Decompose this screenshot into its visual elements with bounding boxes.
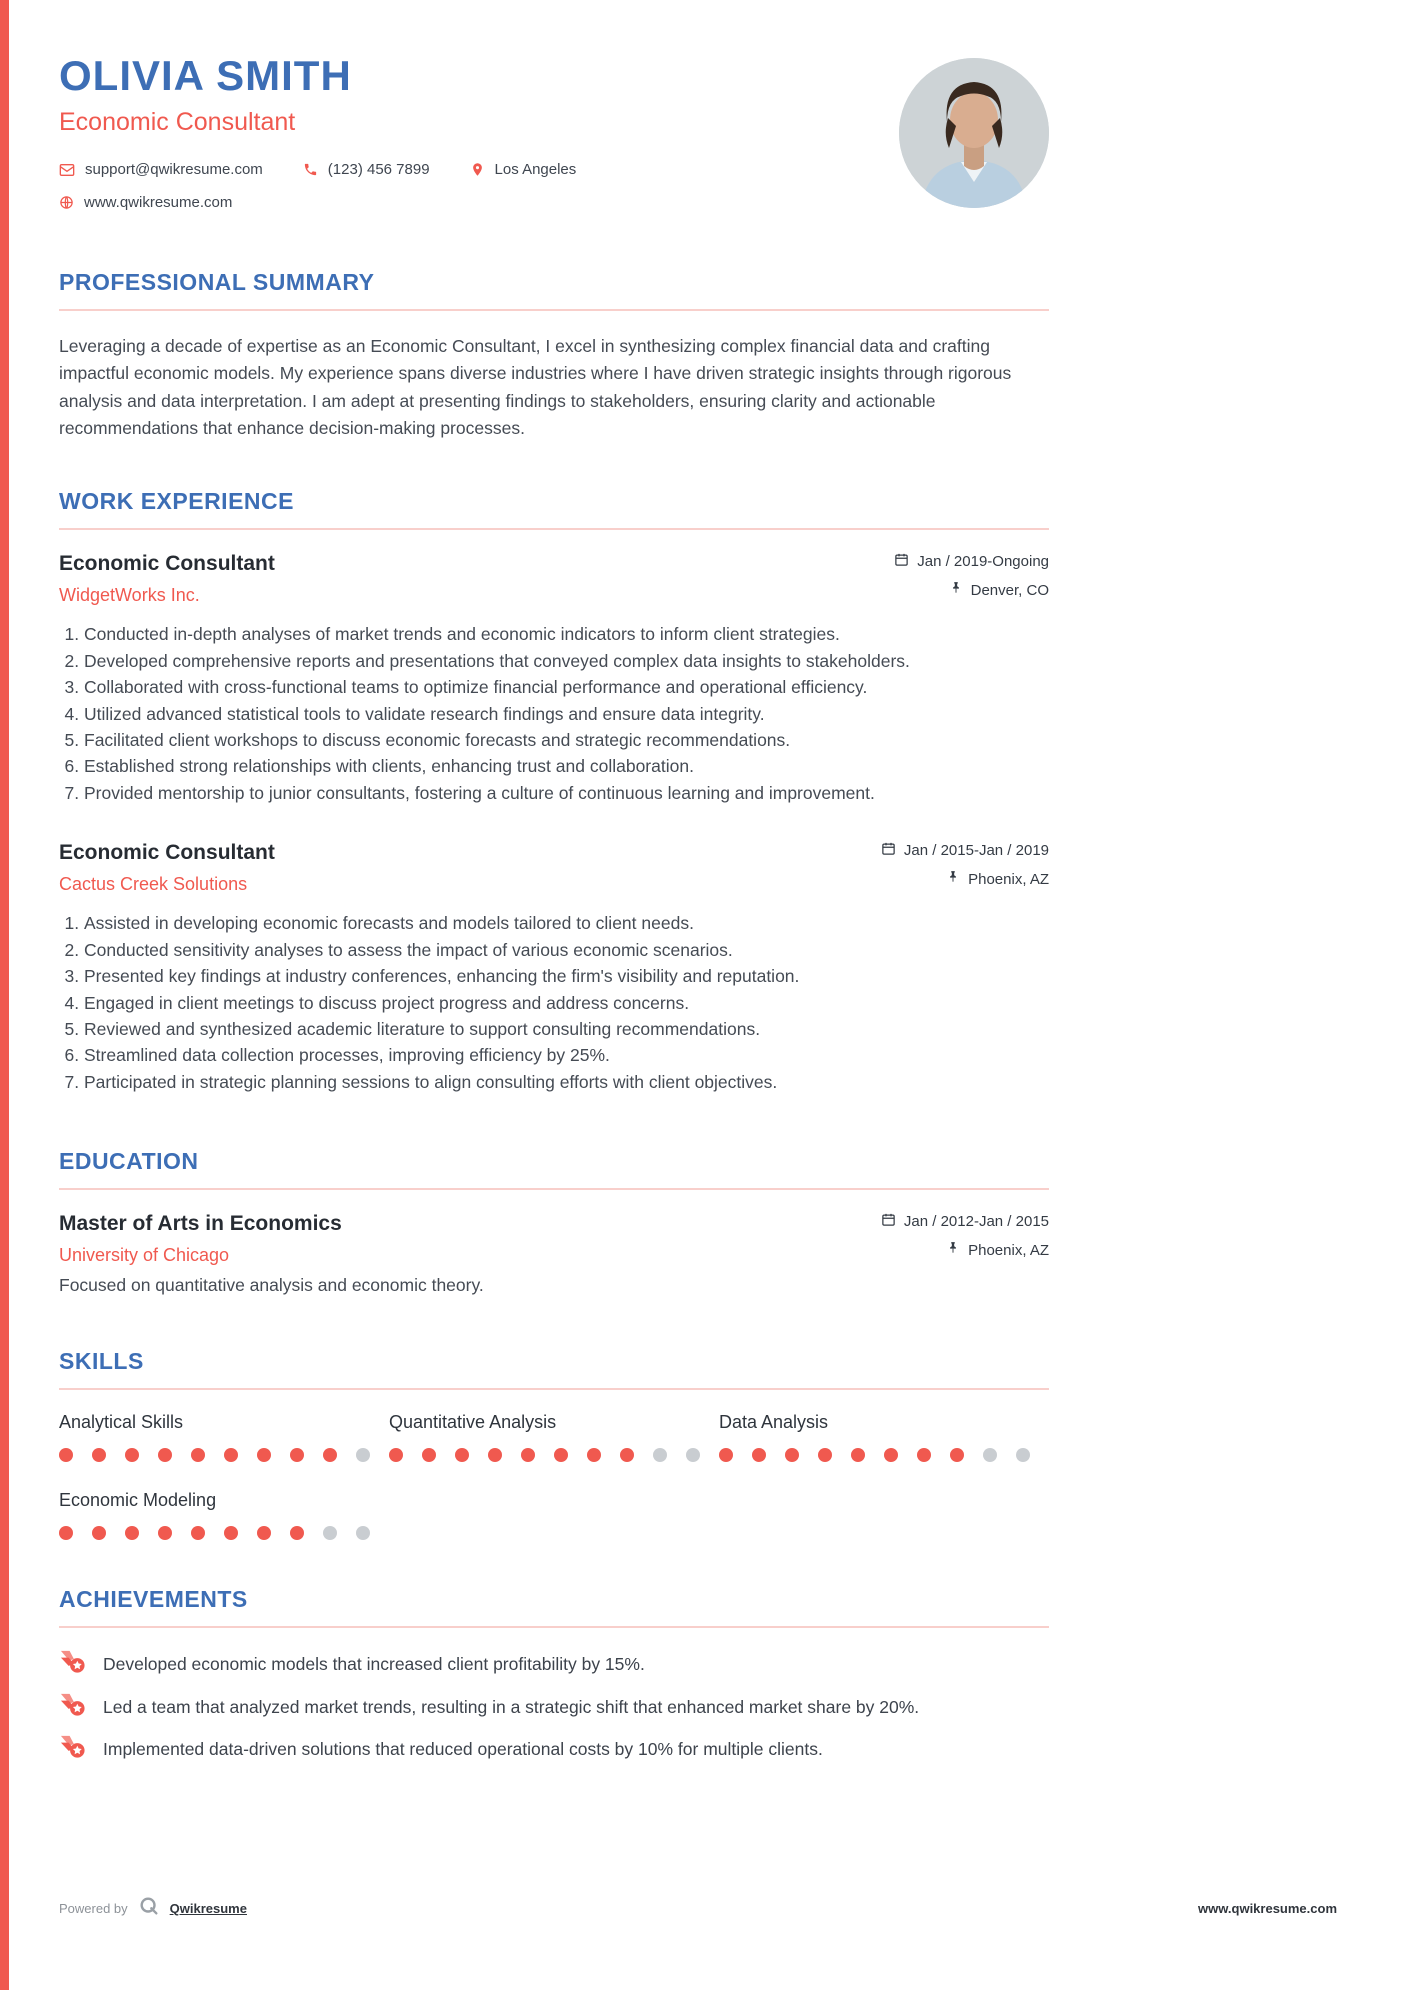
job-meta xyxy=(881,841,1049,898)
job-header xyxy=(59,841,1049,898)
skill-dot-filled xyxy=(455,1448,469,1462)
globe-icon xyxy=(59,195,74,210)
skill-dot-filled xyxy=(191,1526,205,1540)
job-bullet: 3. Presented key findings at industry conferences, enhancing the firm's visibility and reputation. xyxy=(84,965,1049,988)
skill-item xyxy=(59,1412,389,1462)
section-heading-achievements: ACHIEVEMENTS xyxy=(59,1586,1049,1628)
website-link[interactable] xyxy=(59,194,232,211)
skill-dot-filled xyxy=(587,1448,601,1462)
job-location-line xyxy=(894,581,1049,599)
skill-dot-filled xyxy=(917,1448,931,1462)
phone-text: (123) 456 7899 xyxy=(327,161,430,178)
footer xyxy=(59,1895,1337,1922)
pushpin-icon xyxy=(949,581,963,599)
job-bullet: 5. Reviewed and synthesized academic literature to support consulting recommendations. xyxy=(84,1018,1049,1041)
job-location: Phoenix, AZ xyxy=(968,870,1049,888)
map-pin-icon xyxy=(470,162,485,177)
degree: Master of Arts in Economics xyxy=(59,1212,342,1236)
skill-dot-filled xyxy=(950,1448,964,1462)
skill-dot-filled xyxy=(158,1526,172,1540)
skill-dot-filled xyxy=(257,1448,271,1462)
job-company: WidgetWorks Inc. xyxy=(59,585,200,606)
job-title: Economic Consultant xyxy=(59,841,275,865)
contact-row-2 xyxy=(59,194,616,211)
education-dates: Jan / 2012-Jan / 2015 xyxy=(903,1213,1049,1231)
section-education xyxy=(59,1148,1049,1296)
job-bullet: 7. Participated in strategic planning sessions to align consulting efforts with client objectives. xyxy=(84,1071,1049,1094)
skills-grid xyxy=(59,1412,1049,1540)
skill-level-dots xyxy=(59,1448,389,1462)
job-dates-line xyxy=(894,552,1049,571)
location-item xyxy=(470,161,577,178)
skill-dot-filled xyxy=(488,1448,502,1462)
left-accent-stripe xyxy=(0,0,9,1990)
achievement-text: Developed economic models that increased client profitability by 15%. xyxy=(103,1654,645,1675)
skill-dot-filled xyxy=(92,1526,106,1540)
job-bullet: 1. Conducted in-depth analyses of market trends and economic indicators to inform client strategies. xyxy=(84,623,1049,646)
award-ribbon-icon xyxy=(59,1733,86,1760)
phone-link[interactable] xyxy=(303,161,430,178)
section-work-experience xyxy=(59,488,1049,1094)
candidate-name: OLIVIA SMITH xyxy=(59,52,352,99)
job-entry-2 xyxy=(59,841,1049,1094)
skill-dot-filled xyxy=(59,1526,73,1540)
job-bullet: 3. Collaborated with cross-functional teams to optimize financial performance and operational efficiency. xyxy=(84,676,1049,699)
job-title-block xyxy=(59,552,275,606)
section-heading-skills: SKILLS xyxy=(59,1348,1049,1390)
section-heading-education: EDUCATION xyxy=(59,1148,1049,1190)
header xyxy=(59,52,1049,227)
skill-dot-empty xyxy=(356,1448,370,1462)
skill-dot-filled xyxy=(521,1448,535,1462)
skill-dot-filled xyxy=(752,1448,766,1462)
job-entry-1 xyxy=(59,552,1049,805)
summary-text: Leveraging a decade of expertise as an Economic Consultant, I excel in synthesizing complex financial data and crafting impactful economic models. My experience spans diverse industries where I have driven strategic insights through rigorous analysis and data interpretation. I am adept at presenting findings to stakeholders, ensuring clarity and actionable recommendations that enhance decision-making processes. xyxy=(59,336,1012,438)
skill-dot-filled xyxy=(554,1448,568,1462)
job-bullet: 2. Conducted sensitivity analyses to assess the impact of various economic scenarios. xyxy=(84,939,1049,962)
achievements-list xyxy=(59,1650,1049,1762)
skill-dot-filled xyxy=(290,1448,304,1462)
skill-level-dots xyxy=(389,1448,719,1462)
job-bullet: 1. Assisted in developing economic forecasts and models tailored to client needs. xyxy=(84,912,1049,935)
skill-dot-filled xyxy=(323,1448,337,1462)
skill-dot-filled xyxy=(290,1526,304,1540)
skill-dot-filled xyxy=(884,1448,898,1462)
skill-item xyxy=(389,1412,719,1462)
achievement-text: Led a team that analyzed market trends, resulting in a strategic shift that enhanced market share by 20%. xyxy=(103,1696,920,1717)
skill-dot-filled xyxy=(191,1448,205,1462)
qwikresume-brand-link[interactable]: Qwikresume xyxy=(169,1901,247,1916)
phone-icon xyxy=(303,162,318,177)
education-location-line xyxy=(881,1241,1049,1259)
website-text: www.qwikresume.com xyxy=(84,194,233,211)
skill-dot-empty xyxy=(356,1526,370,1540)
skill-dot-empty xyxy=(983,1448,997,1462)
skill-dot-filled xyxy=(851,1448,865,1462)
achievement-item xyxy=(59,1693,1049,1720)
calendar-icon xyxy=(894,552,909,571)
education-header xyxy=(59,1212,1049,1269)
job-bullet: 4. Utilized advanced statistical tools to validate research findings and ensure data integrity. xyxy=(84,703,1049,726)
calendar-icon xyxy=(881,1212,896,1231)
section-professional-summary xyxy=(59,269,1049,442)
location-text: Los Angeles xyxy=(494,161,577,178)
job-title-block xyxy=(59,841,275,895)
email-link[interactable] xyxy=(59,161,263,178)
award-ribbon-icon xyxy=(59,1691,86,1718)
skill-dot-filled xyxy=(224,1448,238,1462)
school: University of Chicago xyxy=(59,1245,230,1266)
job-bullet: 2. Developed comprehensive reports and presentations that conveyed complex data insights to stakeholders. xyxy=(84,650,1049,673)
pushpin-icon xyxy=(946,870,960,888)
job-bullet: 5. Facilitated client workshops to discuss economic forecasts and strategic recommendations. xyxy=(84,729,1049,752)
skill-dot-filled xyxy=(785,1448,799,1462)
skill-item xyxy=(719,1412,1049,1462)
profile-photo xyxy=(899,58,1049,208)
job-bullet: 7. Provided mentorship to junior consultants, fostering a culture of continuous learning and improvement. xyxy=(84,782,1049,805)
education-meta xyxy=(881,1212,1049,1269)
section-skills xyxy=(59,1348,1049,1540)
resume-content xyxy=(59,52,1049,1762)
skill-level-dots xyxy=(719,1448,1049,1462)
award-ribbon-icon xyxy=(59,1648,86,1675)
skill-name: Economic Modeling xyxy=(59,1490,217,1511)
job-meta xyxy=(894,552,1049,609)
email-text: support@qwikresume.com xyxy=(85,161,263,178)
achievement-item xyxy=(59,1650,1049,1677)
job-bullet-list xyxy=(59,912,1049,1094)
skill-dot-filled xyxy=(92,1448,106,1462)
skill-name: Data Analysis xyxy=(719,1412,829,1433)
skill-dot-empty xyxy=(653,1448,667,1462)
job-dates: Jan / 2019-Ongoing xyxy=(917,553,1049,571)
education-dates-line xyxy=(881,1212,1049,1231)
skill-dot-empty xyxy=(1016,1448,1030,1462)
job-dates: Jan / 2015-Jan / 2019 xyxy=(903,842,1049,860)
job-location: Denver, CO xyxy=(970,581,1049,599)
achievement-item xyxy=(59,1735,1049,1762)
calendar-icon xyxy=(881,841,896,860)
qwikresume-logo-icon xyxy=(138,1895,160,1922)
achievement-text: Implemented data-driven solutions that reduced operational costs by 10% for multiple clients. xyxy=(103,1739,823,1760)
job-bullet: 4. Engaged in client meetings to discuss project progress and address concerns. xyxy=(84,992,1049,1015)
section-achievements xyxy=(59,1586,1049,1762)
education-location: Phoenix, AZ xyxy=(968,1241,1049,1259)
skill-dot-filled xyxy=(125,1526,139,1540)
job-bullet: 6. Streamlined data collection processes, improving efficiency by 25%. xyxy=(84,1044,1049,1067)
skill-dot-filled xyxy=(257,1526,271,1540)
job-header xyxy=(59,552,1049,609)
skill-level-dots xyxy=(59,1526,389,1540)
education-description: Focused on quantitative analysis and economic theory. xyxy=(59,1275,484,1296)
job-dates-line xyxy=(881,841,1049,860)
footer-url-link[interactable]: www.qwikresume.com xyxy=(1198,1901,1337,1916)
skill-dot-filled xyxy=(818,1448,832,1462)
job-location-line xyxy=(881,870,1049,888)
skill-dot-filled xyxy=(620,1448,634,1462)
pushpin-icon xyxy=(946,1241,960,1259)
skill-dot-filled xyxy=(59,1448,73,1462)
skill-name: Quantitative Analysis xyxy=(389,1412,557,1433)
envelope-icon xyxy=(59,162,75,178)
skill-dot-empty xyxy=(323,1526,337,1540)
contact-row-1 xyxy=(59,161,616,178)
skill-dot-empty xyxy=(686,1448,700,1462)
job-company: Cactus Creek Solutions xyxy=(59,874,248,895)
skill-dot-filled xyxy=(719,1448,733,1462)
skill-name: Analytical Skills xyxy=(59,1412,184,1433)
job-bullet-list xyxy=(59,623,1049,805)
powered-by-label: Powered by xyxy=(59,1901,128,1916)
job-bullet: 6. Established strong relationships with clients, enhancing trust and collaboration. xyxy=(84,755,1049,778)
section-heading-experience: WORK EXPERIENCE xyxy=(59,488,1049,530)
header-identity xyxy=(59,52,616,227)
skill-item xyxy=(59,1490,389,1540)
footer-branding xyxy=(59,1895,247,1922)
skill-dot-filled xyxy=(224,1526,238,1540)
job-title: Economic Consultant xyxy=(59,552,275,576)
candidate-title: Economic Consultant xyxy=(59,108,296,136)
section-heading-summary: PROFESSIONAL SUMMARY xyxy=(59,269,1049,311)
education-title-block xyxy=(59,1212,342,1266)
skill-dot-filled xyxy=(125,1448,139,1462)
skill-dot-filled xyxy=(389,1448,403,1462)
skill-dot-filled xyxy=(158,1448,172,1462)
skill-dot-filled xyxy=(422,1448,436,1462)
